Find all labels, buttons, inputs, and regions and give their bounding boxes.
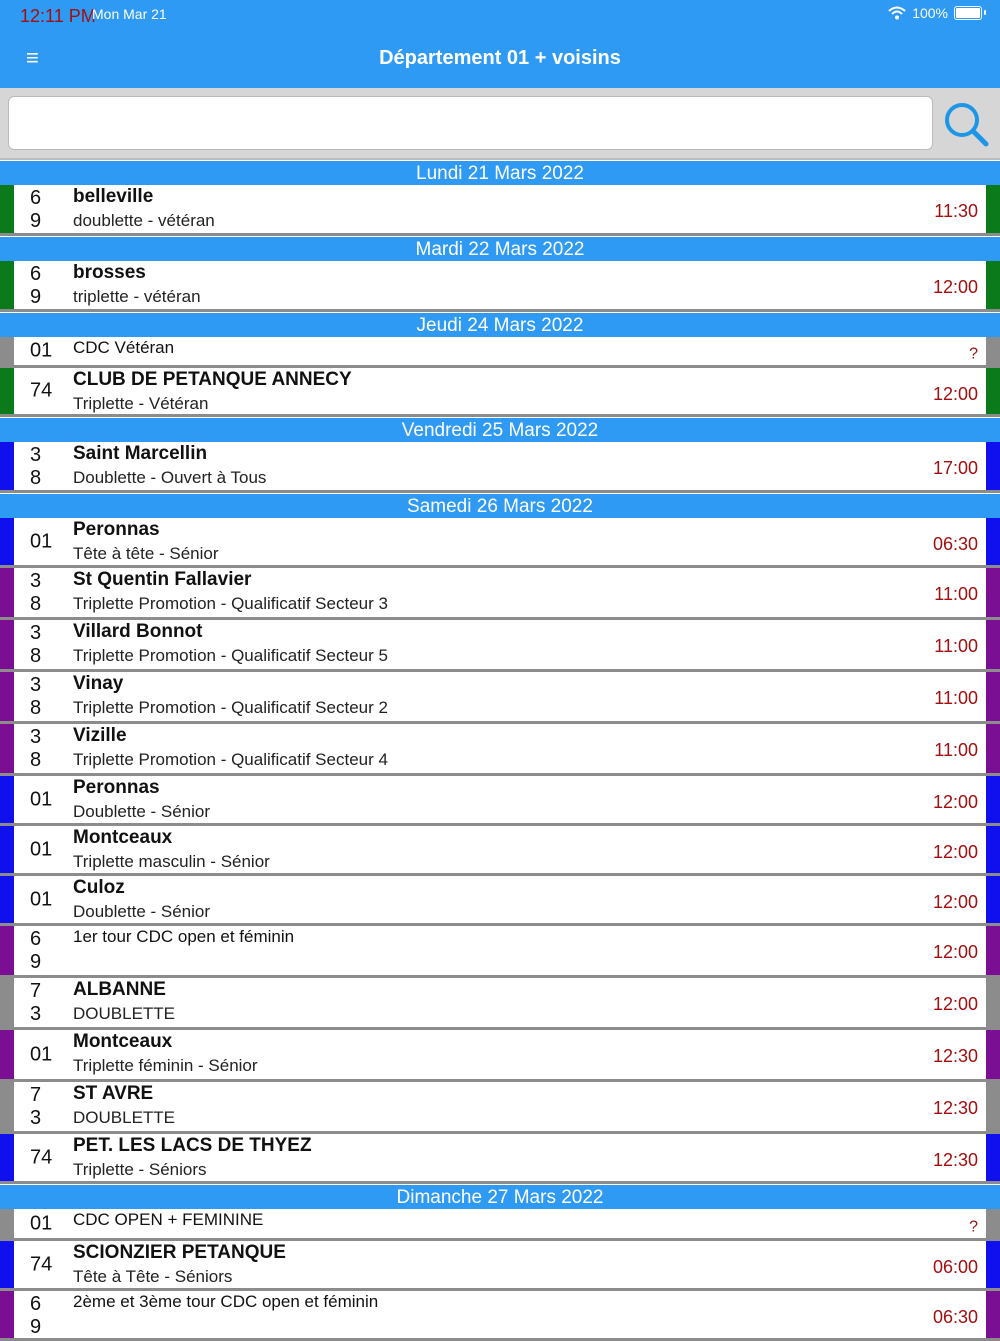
category-color-bar-right (986, 1134, 1000, 1181)
day-header: Mardi 22 Mars 2022 (0, 236, 1000, 261)
department-number (30, 888, 52, 911)
category-color-bar-right (986, 185, 1000, 233)
event-name: Culoz (73, 877, 125, 898)
department-digit: 01 (30, 339, 53, 362)
category-color-bar-left (0, 261, 14, 309)
department-digit: 6 (30, 1293, 42, 1315)
department-digit: 8 (30, 645, 42, 667)
category-color-bar-right (986, 261, 1000, 309)
department-digit: 3 (30, 674, 42, 696)
department-digit: 74 (30, 379, 53, 402)
status-right (888, 5, 982, 21)
category-color-bar-left (0, 185, 14, 233)
category-color-bar-left (0, 620, 14, 669)
department-number (30, 380, 52, 403)
department-number (30, 570, 41, 616)
department-number (30, 1293, 41, 1339)
department-number (30, 263, 41, 309)
department-digit: 7 (30, 1084, 42, 1106)
event-row[interactable] (0, 776, 1000, 826)
category-color-bar-left (0, 518, 14, 565)
department-number (30, 1084, 41, 1130)
event-format: Triplette - Vétéran (73, 394, 209, 413)
category-color-bar-left (0, 776, 14, 823)
category-color-bar-right (986, 1241, 1000, 1288)
event-time: 12:30 (932, 1046, 978, 1066)
category-color-bar-left (0, 1082, 14, 1131)
department-digit: 6 (30, 928, 42, 950)
department-digit: 74 (30, 1146, 53, 1168)
department-digit: 01 (30, 788, 53, 810)
event-format: DOUBLETTE (73, 1108, 176, 1127)
category-color-bar-right (986, 672, 1000, 721)
category-color-bar-left (0, 926, 14, 975)
department-digit: 6 (30, 263, 42, 285)
event-name: ALBANNE (73, 979, 166, 1000)
event-name: ST AVRE (73, 1083, 154, 1104)
department-digit: 01 (30, 1212, 53, 1234)
event-row[interactable] (0, 620, 1000, 672)
day-header: Samedi 26 Mars 2022 (0, 493, 1000, 518)
department-digit: 7 (30, 980, 42, 1002)
department-digit: 8 (30, 593, 42, 615)
event-name: Peronnas (73, 519, 160, 540)
event-time: 06:30 (932, 534, 978, 554)
event-row[interactable] (0, 926, 1000, 978)
page-title: Département 01 + voisins (379, 47, 621, 69)
category-color-bar-left (0, 1209, 14, 1238)
event-row[interactable] (0, 442, 1000, 493)
event-row[interactable] (0, 978, 1000, 1030)
event-row[interactable] (0, 1082, 1000, 1134)
event-row[interactable] (0, 368, 1000, 417)
department-digit: 01 (30, 838, 53, 860)
event-format: Doublette - Sénior (73, 902, 211, 921)
department-number (30, 340, 52, 363)
event-row[interactable] (0, 672, 1000, 724)
department-number (30, 1253, 52, 1276)
event-time: 12:30 (932, 1150, 978, 1170)
department-digit: 9 (30, 286, 42, 308)
event-name: PET. LES LACS DE THYEZ (73, 1135, 312, 1156)
event-name: Peronnas (73, 777, 160, 798)
event-row[interactable] (0, 518, 1000, 568)
event-format: Triplette Promotion - Qualificatif Secteur 2 (73, 698, 388, 717)
category-color-bar-right (986, 337, 1000, 365)
department-digit: 01 (30, 888, 53, 910)
event-row[interactable] (0, 724, 1000, 776)
department-digit: 9 (30, 951, 42, 973)
category-color-bar-right (986, 1082, 1000, 1131)
event-time: 12:00 (932, 792, 978, 812)
category-color-bar-right (986, 1209, 1000, 1238)
category-color-bar-right (986, 724, 1000, 773)
category-color-bar-right (986, 1291, 1000, 1338)
event-name: Montceaux (73, 1031, 173, 1052)
event-time: 12:00 (932, 892, 978, 912)
category-color-bar-right (986, 926, 1000, 975)
department-digit: 01 (30, 530, 53, 552)
category-color-bar-left (0, 1241, 14, 1288)
event-row[interactable] (0, 826, 1000, 876)
event-row[interactable] (0, 1241, 1000, 1291)
event-row[interactable] (0, 185, 1000, 236)
department-digit: 01 (30, 1043, 53, 1065)
event-name: Vinay (73, 673, 124, 694)
status-bar (0, 0, 1000, 30)
event-row[interactable] (0, 1209, 1000, 1241)
search-bar (0, 88, 1000, 160)
event-name: SCIONZIER PETANQUE (73, 1242, 286, 1263)
department-digit: 3 (30, 1003, 42, 1025)
category-color-bar-left (0, 1134, 14, 1181)
event-time: 11:00 (934, 740, 978, 760)
department-number (30, 788, 52, 811)
department-digit: 8 (30, 749, 42, 771)
department-number (30, 1146, 52, 1169)
department-digit: 3 (30, 444, 42, 466)
category-color-bar-left (0, 368, 14, 414)
event-time: 06:30 (932, 1307, 978, 1327)
category-color-bar-right (986, 568, 1000, 617)
nav-bar (0, 30, 1000, 88)
category-color-bar-left (0, 337, 14, 365)
event-name: Saint Marcellin (73, 443, 208, 464)
event-name: CDC Vétéran (73, 338, 175, 357)
event-time: 12:00 (932, 942, 978, 962)
event-format: Triplette Promotion - Qualificatif Secteur 4 (73, 750, 388, 769)
category-color-bar-right (986, 518, 1000, 565)
event-row[interactable] (0, 1134, 1000, 1184)
event-time: 12:00 (932, 384, 978, 404)
department-number (30, 928, 41, 974)
category-color-bar-right (986, 876, 1000, 923)
category-color-bar-left (0, 724, 14, 773)
department-number (30, 444, 41, 490)
department-number (30, 1212, 52, 1235)
department-number (30, 187, 41, 233)
battery-icon (954, 6, 982, 20)
department-number (30, 530, 52, 553)
event-format: Tête à tête - Sénior (73, 544, 219, 563)
event-format: doublette - vétéran (73, 211, 215, 230)
category-color-bar-left (0, 568, 14, 617)
department-digit: 3 (30, 1107, 42, 1129)
event-row[interactable] (0, 337, 1000, 368)
department-number (30, 674, 41, 720)
event-time: 17:00 (932, 458, 978, 478)
event-name: St Quentin Fallavier (73, 569, 252, 590)
event-format: DOUBLETTE (73, 1004, 176, 1023)
category-color-bar-right (986, 442, 1000, 490)
department-digit: 6 (30, 187, 42, 209)
event-name: CLUB DE PETANQUE ANNECY (73, 369, 352, 390)
event-name: brosses (73, 262, 146, 283)
event-name: 1er tour CDC open et féminin (73, 927, 295, 946)
event-time: 11:00 (934, 636, 978, 656)
event-time: 06:00 (932, 1257, 978, 1277)
department-number (30, 622, 41, 668)
day-header: Lundi 21 Mars 2022 (0, 160, 1000, 185)
event-format: Doublette - Sénior (73, 802, 211, 821)
event-list (0, 160, 1000, 1341)
category-color-bar-right (986, 1030, 1000, 1079)
department-digit: 3 (30, 622, 42, 644)
day-header: Vendredi 25 Mars 2022 (0, 417, 1000, 442)
event-name: 2ème et 3ème tour CDC open et féminin (73, 1292, 379, 1311)
department-digit: 9 (30, 1316, 42, 1338)
event-format: Triplette Promotion - Qualificatif Secteur 5 (73, 646, 388, 665)
department-digit: 8 (30, 467, 42, 489)
category-color-bar-right (986, 368, 1000, 414)
event-time: 12:00 (932, 842, 978, 862)
category-color-bar-right (986, 978, 1000, 1027)
status-date: Mon Mar 21 (92, 6, 167, 22)
event-row[interactable] (0, 568, 1000, 620)
day-header: Dimanche 27 Mars 2022 (0, 1184, 1000, 1209)
event-time: ? (969, 1218, 978, 1236)
category-color-bar-left (0, 826, 14, 873)
event-row[interactable] (0, 1030, 1000, 1082)
event-format: Doublette - Ouvert à Tous (73, 468, 267, 487)
category-color-bar-left (0, 672, 14, 721)
department-digit: 9 (30, 210, 42, 232)
event-name: belleville (73, 186, 154, 207)
department-digit: 3 (30, 570, 42, 592)
category-color-bar-left (0, 442, 14, 490)
department-digit: 74 (30, 1253, 53, 1275)
category-color-bar-left (0, 876, 14, 923)
event-time: 12:00 (932, 994, 978, 1014)
department-number (30, 838, 52, 861)
department-digit: 8 (30, 697, 42, 719)
event-name: Vizille (73, 725, 127, 746)
event-row[interactable] (0, 261, 1000, 312)
department-number (30, 1043, 52, 1066)
event-time: 12:30 (932, 1098, 978, 1118)
category-color-bar-right (986, 826, 1000, 873)
event-format: Triplette masculin - Sénior (73, 852, 270, 871)
event-format: Triplette - Séniors (73, 1160, 207, 1179)
event-time: 11:30 (934, 201, 978, 221)
category-color-bar-right (986, 776, 1000, 823)
event-name: Villard Bonnot (73, 621, 203, 642)
menu-icon[interactable]: ≡ (26, 45, 39, 70)
day-header: Jeudi 24 Mars 2022 (0, 312, 1000, 337)
wifi-icon (888, 6, 906, 20)
event-format: Triplette féminin - Sénior (73, 1056, 258, 1075)
event-name: Montceaux (73, 827, 173, 848)
category-color-bar-left (0, 978, 14, 1027)
event-time: 12:00 (932, 277, 978, 297)
event-format: triplette - vétéran (73, 287, 201, 306)
search-icon[interactable] (940, 98, 992, 150)
category-color-bar-right (986, 620, 1000, 669)
search-input[interactable] (8, 96, 933, 150)
category-color-bar-left (0, 1030, 14, 1079)
event-time: 11:00 (934, 584, 978, 604)
event-time: ? (969, 345, 978, 363)
status-time: 12:11 PM (20, 6, 96, 26)
department-number (30, 980, 41, 1026)
event-time: 11:00 (934, 688, 978, 708)
event-format: Triplette Promotion - Qualificatif Secteur 3 (73, 594, 388, 613)
battery-percent: 100% (912, 5, 948, 21)
event-row[interactable] (0, 876, 1000, 926)
category-color-bar-left (0, 1291, 14, 1338)
event-name: CDC OPEN + FEMININE (73, 1210, 264, 1229)
event-format: Tête à Tête - Séniors (73, 1267, 233, 1286)
department-number (30, 726, 41, 772)
department-digit: 3 (30, 726, 42, 748)
